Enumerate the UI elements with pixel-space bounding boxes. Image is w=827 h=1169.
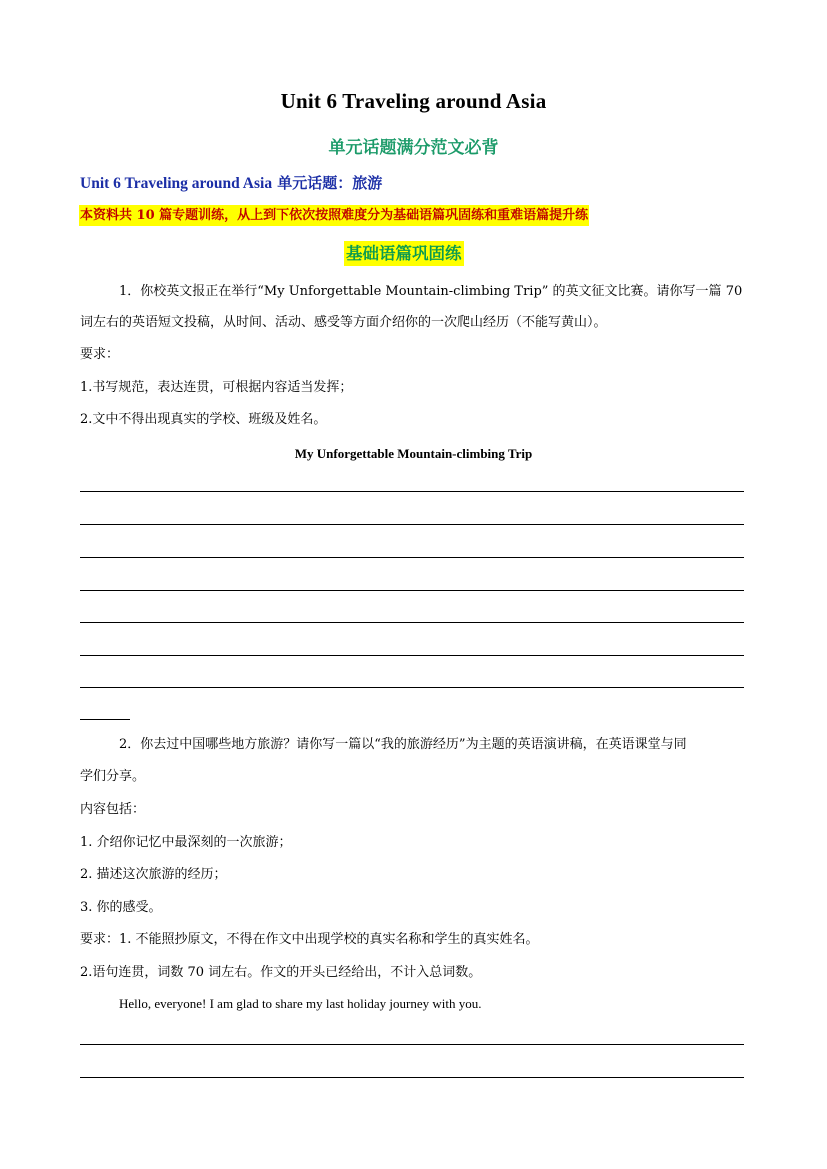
unit-topic-line xyxy=(80,172,382,193)
q1-essay-title: My Unforgettable Mountain-climbing Trip xyxy=(294,446,533,461)
writing-line xyxy=(80,687,744,688)
q2-requirement-2: 2.语句连贯，词数 70 词左右。作文的开头已经给出，不计入总词数。 xyxy=(80,965,482,980)
document-subtitle: 单元话题满分范文必背 xyxy=(328,138,499,158)
q1-prompt-line1: 1．你校英文报正在举行“My Unforgettable Mountain-climbing Trip” 的英文征文比赛。请你写一篇 70 xyxy=(119,284,743,299)
q2-content-item-2: 2. 描述这次旅游的经历； xyxy=(80,867,227,882)
writing-line xyxy=(80,1077,744,1078)
writing-line xyxy=(80,557,744,558)
writing-line xyxy=(80,622,744,623)
writing-line xyxy=(80,524,744,525)
q2-essay-starter: Hello, everyone! I am glad to share my last holiday journey with you. xyxy=(119,996,482,1011)
q2-prompt-line1: 2．你去过中国哪些地方旅游？请你写一篇以“我的旅游经历”为主题的英语演讲稿，在英语课堂与同 xyxy=(119,737,687,752)
writing-line xyxy=(80,590,744,591)
q2-prompt-line2: 学们分享。 xyxy=(80,769,146,784)
q1-requirement-2: 2.文中不得出现真实的学校、班级及姓名。 xyxy=(80,412,327,427)
q1-prompt-line2: 词左右的英语短文投稿，从时间、活动、感受等方面介绍你的一次爬山经历（不能写黄山）。 xyxy=(80,315,607,330)
unit-topic-chinese: 单元话题：旅游 xyxy=(272,174,383,192)
q2-content-item-3: 3. 你的感受。 xyxy=(80,900,162,915)
q1-requirement-1: 1.书写规范，表达连贯，可根据内容适当发挥； xyxy=(80,380,353,395)
q2-content-item-1: 1. 介绍你记忆中最深刻的一次旅游； xyxy=(80,835,292,850)
section-title: 基础语篇巩固练 xyxy=(344,241,464,266)
writing-line xyxy=(80,491,744,492)
writing-line xyxy=(80,655,744,656)
writing-line xyxy=(80,1044,744,1045)
highlight-note: 本资料共 10 篇专题训练，从上到下依次按照难度分为基础语篇巩固练和重难语篇提升练 xyxy=(79,205,589,226)
q2-requirement-1: 要求：1. 不能照抄原文，不得在作文中出现学校的真实名称和学生的真实姓名。 xyxy=(80,932,539,947)
unit-topic-english: Unit 6 Traveling around Asia xyxy=(80,175,273,192)
q2-content-label: 内容包括： xyxy=(80,802,146,817)
writing-line-end xyxy=(80,719,130,720)
document-title: Unit 6 Traveling around Asia xyxy=(280,89,547,113)
q1-requirements-label: 要求： xyxy=(80,347,120,362)
